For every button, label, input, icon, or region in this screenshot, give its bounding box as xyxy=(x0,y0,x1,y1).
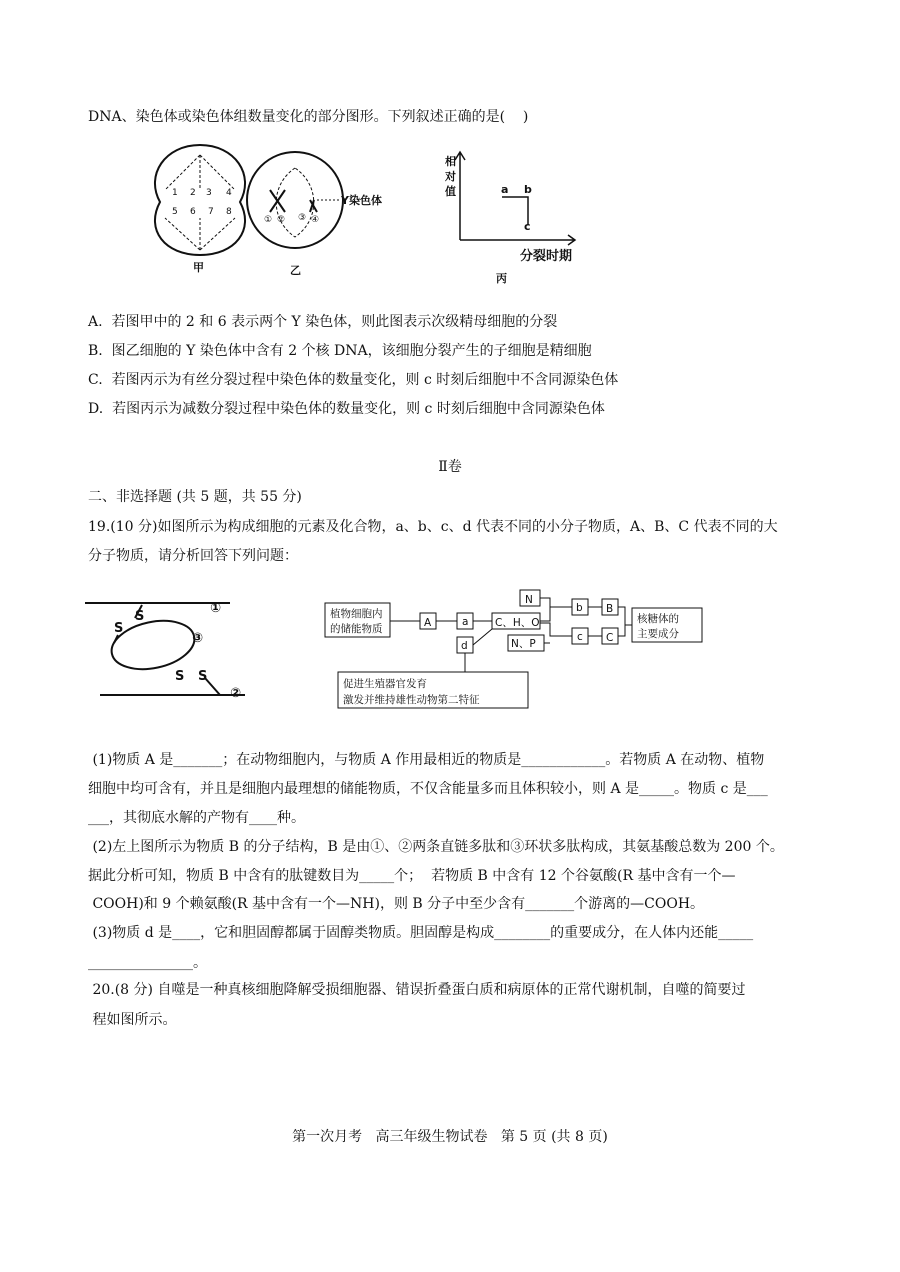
svg-text:①: ① xyxy=(210,601,222,616)
page-footer: 第一次月考 高三年级生物试卷 第 5 页 (共 8 页) xyxy=(292,1129,608,1145)
q18-figure xyxy=(150,140,600,290)
svg-text:甲: 甲 xyxy=(193,261,204,274)
svg-text:d: d xyxy=(461,640,468,652)
svg-text:C: C xyxy=(606,632,614,644)
svg-text:a: a xyxy=(462,616,469,628)
svg-text:B: B xyxy=(606,603,614,615)
svg-text:S: S xyxy=(114,621,124,636)
option-b: B. 图乙细胞的 Y 染色体中含有 2 个核 DNA，该细胞分裂产生的子细胞是精细胞 xyxy=(88,343,592,359)
option-c: C. 若图丙示为有丝分裂过程中染色体的数量变化，则 c 时刻后细胞中不含同源染色体 xyxy=(88,372,619,388)
svg-text:③: ③ xyxy=(298,213,307,223)
svg-text:促进生殖器官发育: 促进生殖器官发育 xyxy=(343,678,427,690)
compound-flow-diagram xyxy=(320,585,720,715)
section-heading: 二、非选择题 (共 5 题，共 55 分) xyxy=(88,489,302,505)
svg-text:的储能物质: 的储能物质 xyxy=(330,623,383,635)
q19-part2-line1: (2)左上图所示为物质 B 的分子结构，B 是由①、②两条直链多肽和③环状多肽构成，其氨基酸总数为 200 个。 xyxy=(88,839,784,855)
svg-text:丙: 丙 xyxy=(496,272,507,285)
q19-part3-line1: (3)物质 d 是____，它和胆固醇都属于固醇类物质。胆固醇是构成________的重要成分，在人体内还能_____ xyxy=(88,925,754,941)
protein-structure-figure xyxy=(80,580,280,710)
q19-part2-line3: COOH)和 9 个赖氨酸(R 基中含有一个—NH)，则 B 分子中至少含有_______个游离的—COOH。 xyxy=(88,896,705,912)
q19-part1-line1: (1)物质 A 是_______；在动物细胞内，与物质 A 作用最相近的物质是____________。若物质 A 在动物、植物 xyxy=(88,752,765,768)
q20-line2: 程如图所示。 xyxy=(88,1012,177,1028)
svg-text:S: S xyxy=(175,669,185,684)
q18-stem: DNA、染色体或染色体组数量变化的部分图形。下列叙述正确的是( ) xyxy=(88,109,529,125)
svg-text:4: 4 xyxy=(226,188,232,198)
section-title: Ⅱ卷 xyxy=(438,459,462,475)
svg-text:④: ④ xyxy=(311,215,320,225)
svg-text:②: ② xyxy=(277,215,286,225)
q19-part2-line2: 据此分析可知，物质 B 中含有的肽键数目为_____个； 若物质 B 中含有 12 个谷氨酸(R 基中含有一个— xyxy=(88,868,736,884)
svg-text:①: ① xyxy=(264,215,273,225)
svg-text:S: S xyxy=(198,669,208,684)
svg-text:N: N xyxy=(525,594,533,606)
bing-axes xyxy=(455,152,575,245)
cell-yi xyxy=(247,152,343,248)
svg-text:1: 1 xyxy=(172,188,178,198)
svg-text:b: b xyxy=(576,602,583,614)
q19-part1-line3: ___，其彻底水解的产物有____种。 xyxy=(88,810,305,826)
svg-text:分裂时期: 分裂时期 xyxy=(520,249,573,264)
svg-text:8: 8 xyxy=(226,207,232,217)
svg-text:c: c xyxy=(577,631,583,643)
svg-text:3: 3 xyxy=(206,188,212,198)
q19-stem-1: 19.(10 分)如图所示为构成细胞的元素及化合物，a、b、c、d 代表不同的小分子物质，A、B、C 代表不同的大 xyxy=(88,519,778,535)
option-d: D. 若图丙示为减数分裂过程中染色体的数量变化，则 c 时刻后细胞中含同源染色体 xyxy=(88,401,605,417)
svg-text:a: a xyxy=(501,183,509,196)
svg-text:③: ③ xyxy=(192,631,204,646)
svg-text:5: 5 xyxy=(172,207,178,217)
svg-text:c: c xyxy=(524,220,531,233)
svg-text:2: 2 xyxy=(190,188,196,198)
svg-text:7: 7 xyxy=(208,207,214,217)
svg-text:6: 6 xyxy=(190,207,196,217)
svg-text:核糖体的: 核糖体的 xyxy=(637,613,679,625)
q19-part1-line2: 细胞中均可含有，并且是细胞内最理想的储能物质，不仅含能量多而且体积较小，则 A 是_____。物质 c 是___ xyxy=(88,781,768,797)
svg-text:主要成分: 主要成分 xyxy=(637,628,679,640)
svg-text:激发并维持雄性动物第二特征: 激发并维持雄性动物第二特征 xyxy=(343,694,480,706)
svg-text:S: S xyxy=(135,609,145,624)
svg-text:相: 相 xyxy=(445,155,456,168)
q20-line1: 20.(8 分) 自噬是一种真核细胞降解受损细胞器、错误折叠蛋白质和病原体的正常代谢机制，自噬的简要过 xyxy=(88,982,746,998)
q19-stem-2: 分子物质，请分析回答下列问题： xyxy=(88,548,298,564)
svg-text:A: A xyxy=(424,617,432,629)
svg-text:乙: 乙 xyxy=(290,264,301,277)
svg-text:N、P: N、P xyxy=(511,638,536,650)
svg-text:植物细胞内: 植物细胞内 xyxy=(330,608,383,620)
option-a: A. 若图甲中的 2 和 6 表示两个 Y 染色体，则此图表示次级精母细胞的分裂 xyxy=(88,314,558,330)
svg-text:b: b xyxy=(524,183,532,196)
svg-text:值: 值 xyxy=(445,185,456,198)
svg-text:②: ② xyxy=(230,686,242,701)
y-chromosome-label: Y染色体 xyxy=(341,194,382,207)
svg-text:C、H、O: C、H、O xyxy=(495,617,540,629)
svg-text:对: 对 xyxy=(445,170,456,183)
q19-part3-line2: _______________。 xyxy=(88,955,207,971)
